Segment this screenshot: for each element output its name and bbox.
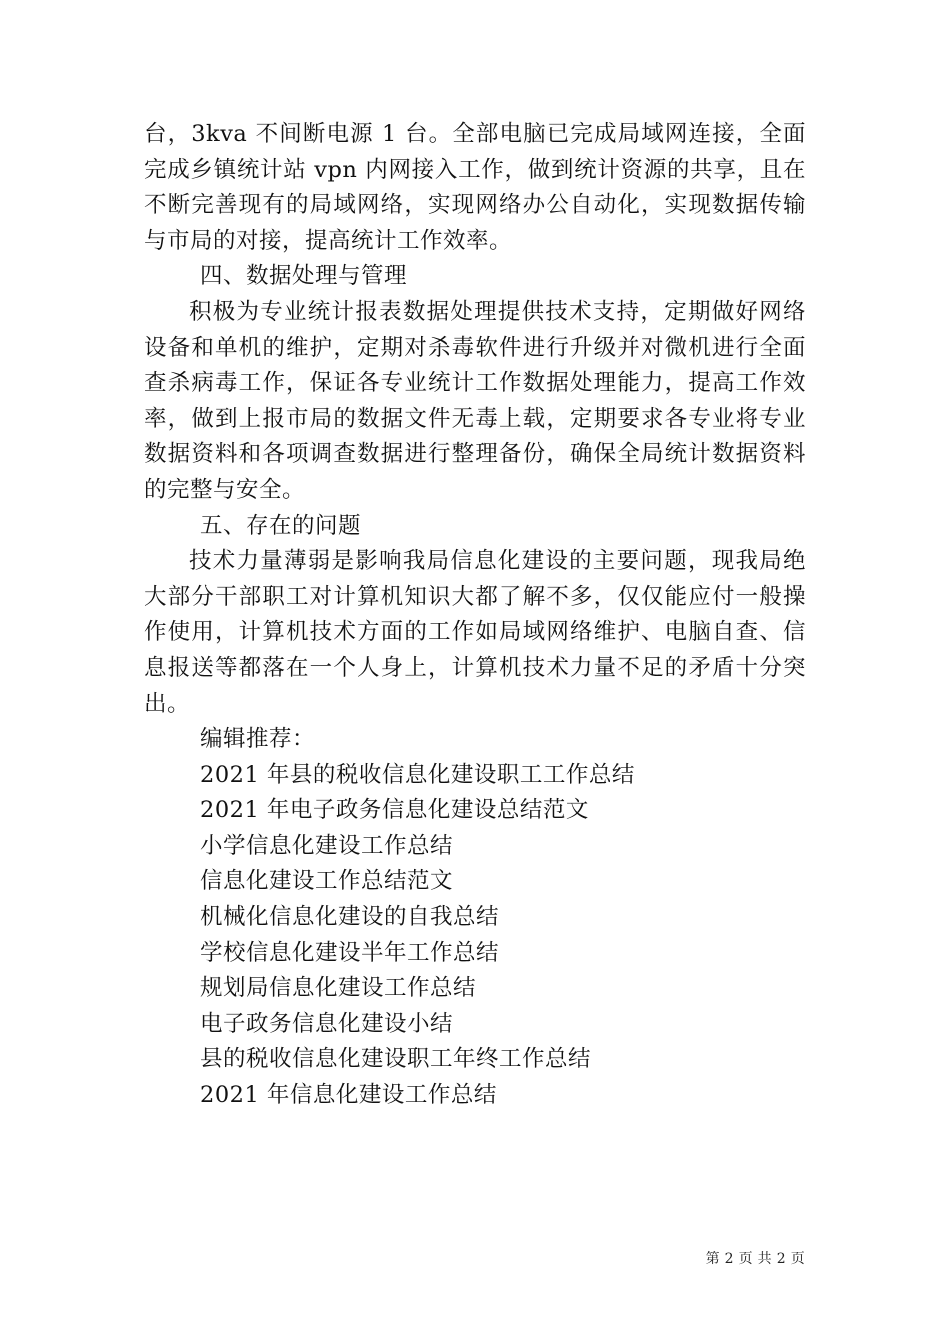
section-heading-problems: 五、存在的问题 xyxy=(200,512,362,539)
recommendation-link[interactable]: 电子政务信息化建设小结 xyxy=(200,1010,454,1037)
recommendation-link[interactable]: 信息化建设工作总结范文 xyxy=(200,868,454,895)
recommendation-link[interactable]: 2021 年电子政务信息化建设总结范文 xyxy=(200,797,589,824)
page-number-footer: 第 2 页 共 2 页 xyxy=(705,1251,805,1267)
document-body xyxy=(144,117,806,1114)
recommendation-link[interactable]: 小学信息化建设工作总结 xyxy=(200,832,454,859)
recommendation-link[interactable]: 机械化信息化建设的自我总结 xyxy=(200,904,500,931)
section-heading-data-processing: 四、数据处理与管理 xyxy=(200,263,408,290)
recommend-label: 编辑推荐： xyxy=(200,726,316,753)
paragraph-data-processing: 积极为专业统计报表数据处理提供技术支持，定期做好网络设备和单机的维护，定期对杀毒软件进行升级并对微机进行全面查杀病毒工作，保证各专业统计工作数据处理能力，提高工作效率，做到上报市局的数据文件无毒上载，定期要求各专业将专业数据资料和各项调查数据进行整理备份，确保全局统计数据资料的完整与安全。 xyxy=(144,298,806,503)
recommendation-link[interactable]: 2021 年信息化建设工作总结 xyxy=(200,1082,497,1109)
paragraph-continuation: 台，3kva 不间断电源 1 台。全部电脑已完成局域网连接，全面完成乡镇统计站 vpn 内网接入工作，做到统计资源的共享，且在不断完善现有的局域网络，实现网络办公自动化，实现数据传输与市局的对接，提高统计工作效率。 xyxy=(144,121,806,254)
recommendation-link[interactable]: 学校信息化建设半年工作总结 xyxy=(200,939,500,966)
recommendation-link[interactable]: 县的税收信息化建设职工年终工作总结 xyxy=(200,1046,592,1073)
paragraph-problems: 技术力量薄弱是影响我局信息化建设的主要问题，现我局绝大部分干部职工对计算机知识大都了解不多，仅仅能应付一般操作使用，计算机技术方面的工作如局域网络维护、电脑自查、信息报送等都落在一个人身上，计算机技术力量不足的矛盾十分突出。 xyxy=(144,548,806,717)
recommendation-link[interactable]: 规划局信息化建设工作总结 xyxy=(200,975,477,1002)
recommendation-link[interactable]: 2021 年县的税收信息化建设职工工作总结 xyxy=(200,761,635,788)
recommendation-list xyxy=(144,758,806,1114)
